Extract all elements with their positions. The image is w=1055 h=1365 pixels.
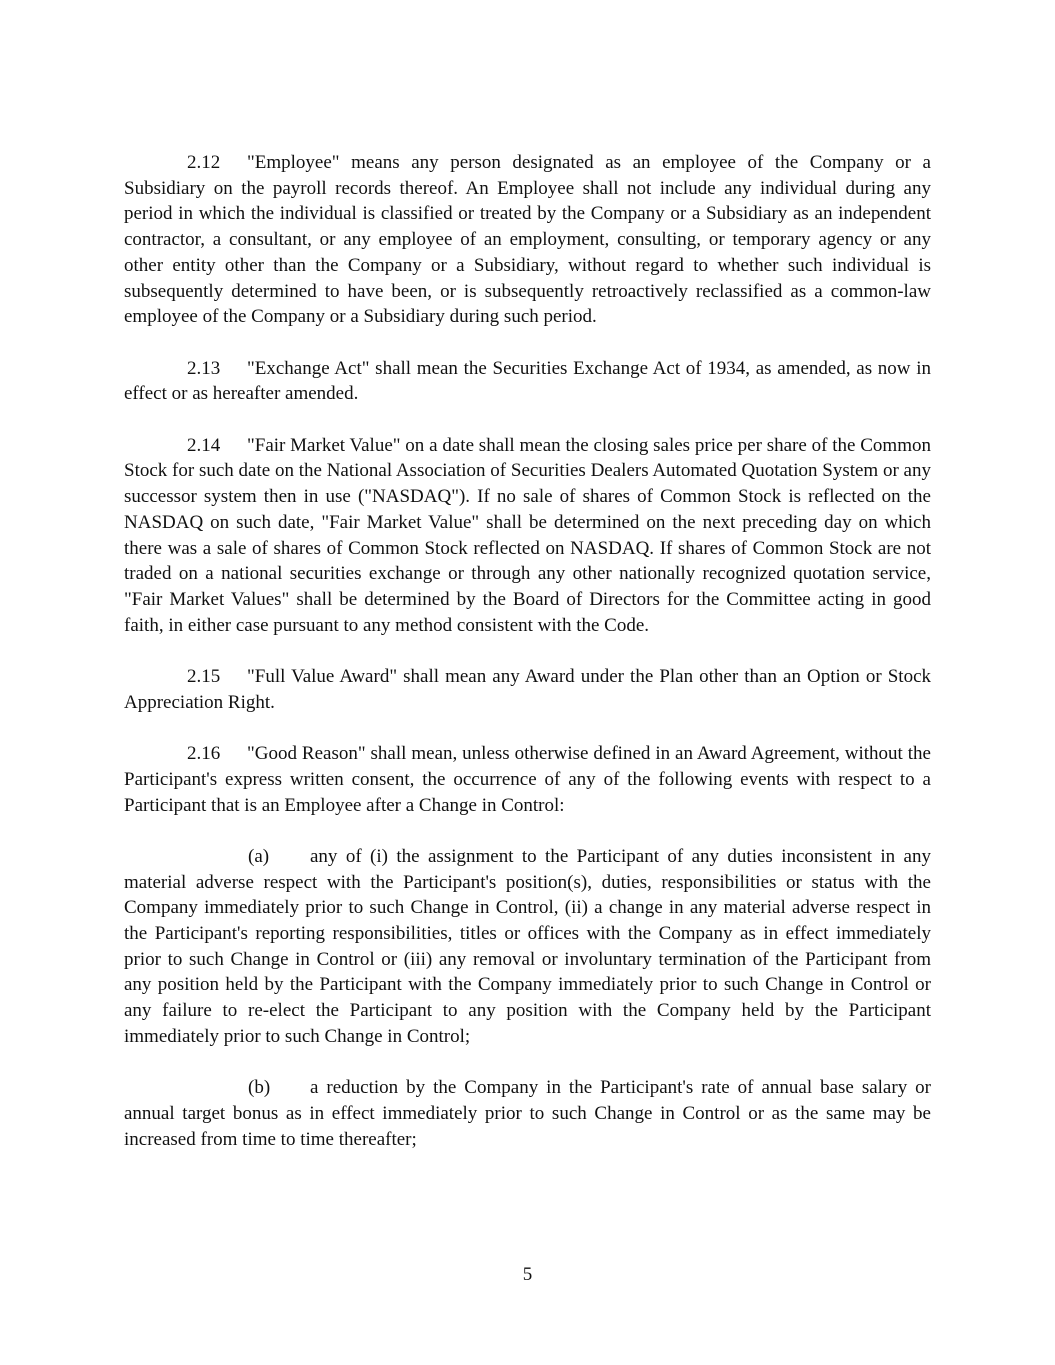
section-number: 2.13 [187, 357, 221, 379]
section-text: "Fair Market Value" on a date shall mean the closing sales price per share of the Common Stock for such date on the National Association of Securities Dealers Automated Quotation System or any successor system then in use ("NASDAQ"). If no sale of shares of Common Stock is reflected on the NASDAQ on such date, "Fair Market Value" shall be determined on the next preceding day on which there was a sale of shares of Common Stock reflected on NASDAQ. If shares of Common Stock are not traded on a national securities exchange or through any other nationally recognized quotation service, "Fair Market Values" shall be determined by the Board of Directors for the Committee acting in good faith, in either case pursuant to any method consistent with the Code. [124, 434, 931, 636]
page-number: 5 [522, 1264, 533, 1285]
section-2-16 [124, 741, 931, 818]
document-page [124, 150, 931, 1178]
section-text: "Good Reason" shall mean, unless otherwise defined in an Award Agreement, without the Participant's express written consent, the occurrence of any of the following events with respect to a Participant that is an Employee after a Change in Control: [124, 743, 931, 816]
section-2-12 [124, 150, 931, 330]
section-text: "Employee" means any person designated as an employee of the Company or a Subsidiary on the payroll records thereof. An Employee shall not include any individual during any period in which the individual is classified or treated by the Company or a Subsidiary as an independent contractor, a consultant, or any employee of an employment, consulting, or temporary agency or any other entity other than the Company or a Subsidiary, without regard to whether such individual is subsequently determined to have been, or is subsequently retroactively reclassified as a common-law employee of the Company or a Subsidiary during such period. [124, 152, 931, 328]
subsection-label: (a) [248, 845, 270, 867]
section-number: 2.12 [187, 152, 221, 173]
subsection-label: (b) [248, 1077, 271, 1099]
subsection-text: a reduction by the Company in the Participant's rate of annual base salary or annual target bonus as in effect immediately prior to such Change in Control or as the same may be increased from time to time thereafter; [124, 1077, 931, 1150]
section-text: "Full Value Award" shall mean any Award under the Plan other than an Option or Stock Appreciation Right. [124, 666, 931, 713]
section-number: 2.15 [187, 666, 221, 688]
section-2-15 [124, 664, 931, 715]
subsection-a [124, 844, 931, 1050]
subsection-b [124, 1075, 931, 1152]
section-text: "Exchange Act" shall mean the Securities Exchange Act of 1934, as amended, as now in effect or as hereafter amended. [124, 357, 931, 405]
section-2-14 [124, 433, 931, 639]
section-number: 2.16 [187, 743, 221, 765]
subsection-text: any of (i) the assignment to the Participant of any duties inconsistent in any material adverse respect with the Participant's position(s), duties, responsibilities or status with the Company immediately prior to such Change in Control, (ii) a change in any material adverse respect in the Participant's reporting responsibilities, titles or offices with the Company as in effect immediately prior to such Change in Control or (iii) any removal or involuntary termination of the Participant from any position held by the Participant with the Company immediately prior to such Change in Control or any failure to re-elect the Participant to any position with the Company held by the Participant immediately prior to such Change in Control; [124, 845, 931, 1047]
section-2-13 [124, 356, 931, 407]
section-number: 2.14 [187, 434, 221, 456]
